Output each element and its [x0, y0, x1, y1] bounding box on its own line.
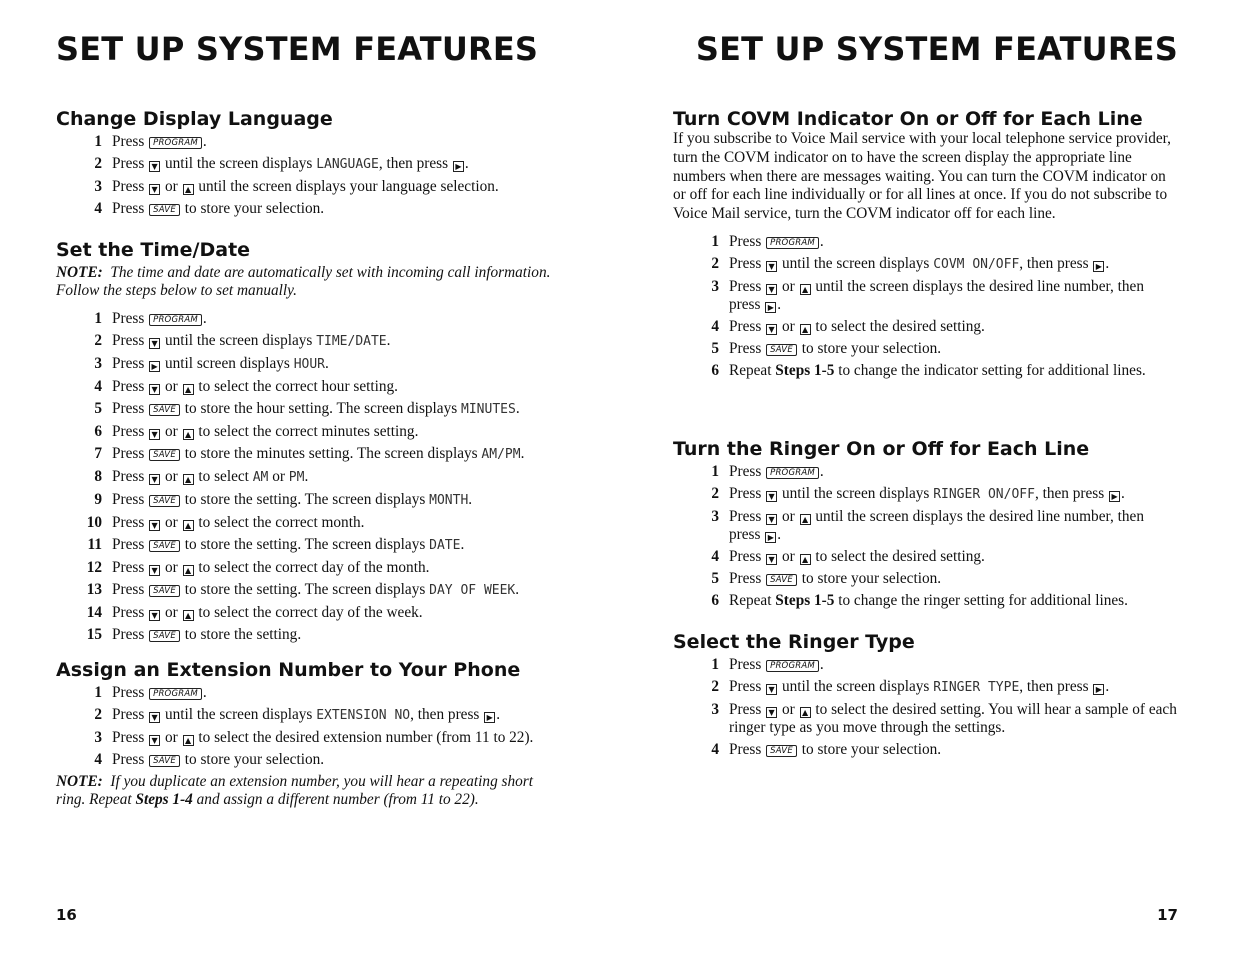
step-number: 15: [86, 626, 102, 643]
step-number: 2: [94, 706, 102, 723]
screen-display-text: EXTENSION NO: [316, 708, 411, 723]
note: [56, 264, 566, 300]
up-arrow-key-icon: ▲: [183, 184, 194, 195]
step-text: Press: [112, 310, 149, 327]
program-button-icon: PROGRAM: [149, 137, 202, 149]
step-text: to store your selection.: [797, 570, 942, 587]
step-text: Press: [729, 485, 766, 502]
step-item: [56, 751, 566, 769]
step-item: [673, 463, 1178, 481]
step-number: 2: [94, 332, 102, 349]
step-text: Press: [112, 684, 149, 701]
step-item: [673, 592, 1178, 610]
step-item: [673, 485, 1178, 504]
right-arrow-key-icon: ▶: [765, 302, 776, 313]
program-button-icon: PROGRAM: [149, 688, 202, 700]
screen-display-text: MONTH: [429, 493, 469, 508]
step-text: .: [819, 463, 824, 480]
step-number: 11: [87, 536, 102, 553]
note-bold: Steps 1-4: [135, 791, 193, 808]
step-text: Repeat: [729, 361, 776, 379]
section-ringer-on-off: [673, 438, 1178, 614]
step-text: or: [778, 277, 799, 295]
step-number: 12: [86, 559, 102, 576]
steps-list: [673, 233, 1178, 380]
up-arrow-key-icon: ▲: [183, 384, 194, 395]
step-number: 1: [711, 656, 719, 673]
step-item: [56, 378, 566, 396]
step-text: .: [515, 400, 520, 417]
right-arrow-key-icon: ▶: [1109, 491, 1120, 502]
step-item: [56, 559, 566, 577]
step-text: Press: [112, 332, 149, 349]
step-number: 5: [711, 339, 719, 357]
step-number: 1: [711, 232, 719, 250]
step-item: [56, 491, 566, 510]
section-heading: Select the Ringer Type: [673, 631, 915, 653]
step-item: [56, 684, 566, 702]
step-bold-text: Steps 1-5: [775, 361, 835, 379]
page-number: 17: [1157, 906, 1178, 924]
down-arrow-key-icon: ▼: [766, 284, 777, 295]
steps-list: [56, 684, 566, 769]
step-item: [673, 233, 1178, 251]
step-item: [56, 155, 566, 174]
down-arrow-key-icon: ▼: [149, 384, 160, 395]
down-arrow-key-icon: ▼: [766, 684, 777, 695]
step-text: .: [325, 355, 329, 372]
step-number: 6: [711, 361, 719, 379]
program-button-icon: PROGRAM: [766, 237, 819, 249]
step-text: Press: [112, 423, 149, 440]
step-number: 2: [711, 678, 719, 695]
down-arrow-key-icon: ▼: [766, 707, 777, 718]
step-item: [56, 536, 566, 555]
screen-display-text: HOUR: [293, 357, 325, 372]
step-item: [56, 729, 566, 747]
note-label: NOTE:: [56, 773, 103, 790]
step-text: Press: [112, 468, 149, 485]
step-number: 8: [94, 468, 102, 485]
step-text: .: [460, 536, 465, 553]
steps-list: [673, 463, 1178, 610]
steps-list: [56, 310, 566, 644]
step-number: 3: [711, 701, 719, 718]
step-text: or: [161, 468, 182, 485]
steps-list: [673, 656, 1178, 759]
step-text: Press: [112, 559, 149, 576]
step-text: Press: [112, 604, 149, 621]
step-text: .: [515, 581, 520, 598]
step-text: Press: [729, 339, 766, 357]
step-text: to store your selection.: [797, 339, 942, 357]
step-text: Press: [112, 626, 149, 643]
step-number: 3: [711, 508, 719, 525]
step-number: 3: [94, 355, 102, 372]
step-text: Press: [112, 514, 149, 531]
up-arrow-key-icon: ▲: [183, 735, 194, 746]
step-text: to change the ringer setting for additional lines.: [834, 592, 1128, 609]
step-number: 4: [711, 548, 719, 565]
step-text: until screen displays: [161, 355, 294, 372]
section-covm-indicator: [673, 108, 1178, 384]
save-button-icon: SAVE: [149, 755, 180, 767]
program-button-icon: PROGRAM: [766, 467, 819, 479]
step-text: to store the minutes setting. The screen displays: [180, 445, 482, 462]
step-text: or: [778, 317, 799, 335]
screen-display-text: DATE: [429, 538, 461, 553]
step-text: to store the setting.: [180, 626, 302, 643]
step-item: [56, 581, 566, 600]
step-text: .: [777, 295, 782, 313]
step-text: until the screen displays the desired line number, then press: [729, 508, 1144, 543]
step-text: Press: [112, 355, 149, 372]
step-item: [673, 741, 1178, 759]
up-arrow-key-icon: ▲: [183, 429, 194, 440]
step-number: 2: [711, 254, 719, 272]
save-button-icon: SAVE: [149, 585, 180, 597]
step-text: to store the setting. The screen displays: [180, 491, 430, 508]
step-item: [673, 318, 1178, 336]
step-text: Press: [112, 400, 149, 417]
step-text: .: [202, 684, 207, 701]
screen-display-text: LANGUAGE: [316, 157, 379, 172]
down-arrow-key-icon: ▼: [766, 514, 777, 525]
step-number: 2: [94, 155, 102, 172]
up-arrow-key-icon: ▲: [800, 707, 811, 718]
step-item: [56, 178, 566, 196]
program-button-icon: PROGRAM: [149, 314, 202, 326]
down-arrow-key-icon: ▼: [766, 324, 777, 335]
note-text: If you duplicate an extension number, you will hear a repeating short ring. Repeat: [56, 773, 533, 808]
step-item: [56, 423, 566, 441]
step-text: Press: [112, 445, 149, 462]
step-text: Press: [112, 491, 149, 508]
step-text: Press: [729, 232, 766, 250]
step-text: to select the correct minutes setting.: [194, 423, 419, 440]
step-text: .: [1105, 678, 1110, 695]
step-text: .: [202, 133, 207, 150]
save-button-icon: SAVE: [149, 404, 180, 416]
step-item: [56, 514, 566, 532]
intro-paragraph: If you subscribe to Voice Mail service with your local telephone service provider, turn the COVM indicator on to have the screen display the appropriate line numbers when there are messages waiting. You can turn the COVM indicator on or off for each line individually or for all lines at once. If you do not subscribe to Voice Mail service, turn the COVM indicator off for each line.: [673, 130, 1171, 223]
step-text: to select the desired setting. You will hear a sample of each ringer type as you move through the settings.: [729, 701, 1177, 736]
section-heading: Set the Time/Date: [56, 239, 251, 261]
screen-display-text: MINUTES: [461, 402, 516, 417]
screen-display-text: RINGER ON/OFF: [933, 487, 1035, 502]
down-arrow-key-icon: ▼: [149, 520, 160, 531]
save-button-icon: SAVE: [149, 630, 180, 642]
up-arrow-key-icon: ▲: [183, 610, 194, 621]
step-text: or: [161, 559, 182, 576]
step-text: Press: [729, 701, 766, 718]
step-text: until the screen displays: [778, 678, 934, 695]
note: [56, 773, 566, 809]
step-text: Press: [729, 463, 766, 480]
step-text: Press: [112, 729, 149, 746]
step-number: 4: [94, 200, 102, 217]
step-number: 5: [94, 400, 102, 417]
step-text: or: [778, 701, 799, 718]
step-text: to select the correct day of the week.: [194, 604, 423, 621]
step-item: [56, 133, 566, 151]
step-text: or: [161, 604, 182, 621]
screen-display-text: PM: [288, 470, 305, 485]
step-text: or: [161, 378, 182, 395]
screen-display-text: AM: [252, 470, 269, 485]
up-arrow-key-icon: ▲: [800, 324, 811, 335]
step-text: or: [778, 548, 799, 565]
page-title: SET UP SYSTEM FEATURES: [56, 30, 539, 68]
step-item: [56, 310, 566, 328]
step-text: until the screen displays your language selection.: [194, 178, 499, 195]
down-arrow-key-icon: ▼: [149, 610, 160, 621]
step-item: [673, 548, 1178, 566]
step-item: [56, 706, 566, 725]
step-number: 6: [94, 423, 102, 440]
step-text: to select the correct month.: [194, 514, 365, 531]
step-text: or: [161, 178, 182, 195]
step-text: Repeat: [729, 592, 776, 609]
section-heading: Assign an Extension Number to Your Phone: [56, 659, 521, 681]
step-text: .: [1105, 254, 1110, 272]
screen-display-text: DAY OF WEEK: [429, 583, 516, 598]
step-number: 3: [711, 277, 719, 295]
step-text: to select the desired extension number (from 11 to 22).: [194, 729, 534, 746]
step-text: to store your selection.: [180, 751, 325, 768]
step-number: 13: [86, 581, 102, 598]
right-arrow-key-icon: ▶: [1093, 261, 1104, 272]
down-arrow-key-icon: ▼: [149, 474, 160, 485]
step-text: Press: [729, 741, 766, 758]
step-text: or: [778, 508, 799, 525]
program-button-icon: PROGRAM: [766, 660, 819, 672]
up-arrow-key-icon: ▲: [800, 554, 811, 565]
save-button-icon: SAVE: [149, 495, 180, 507]
step-text: .: [202, 310, 207, 327]
step-text: .: [520, 445, 525, 462]
step-item: [56, 604, 566, 622]
save-button-icon: SAVE: [766, 344, 797, 356]
step-text: to store your selection.: [797, 741, 942, 758]
step-text: Press: [112, 200, 149, 217]
step-text: , then press: [410, 706, 484, 723]
down-arrow-key-icon: ▼: [766, 554, 777, 565]
step-text: Press: [112, 133, 149, 150]
step-item: [673, 362, 1178, 380]
step-number: 1: [94, 684, 102, 701]
step-text: until the screen displays: [161, 706, 317, 723]
step-text: to change the indicator setting for additional lines.: [834, 361, 1146, 379]
step-text: .: [464, 155, 469, 172]
step-text: until the screen displays: [778, 254, 934, 272]
step-text: to store your selection.: [180, 200, 325, 217]
left-page: [56, 0, 566, 954]
step-number: 1: [94, 133, 102, 150]
step-text: until the screen displays: [161, 155, 317, 172]
step-number: 5: [711, 570, 719, 587]
page-title: SET UP SYSTEM FEATURES: [695, 30, 1178, 68]
right-page: [673, 0, 1178, 954]
step-number: 9: [94, 491, 102, 508]
step-number: 1: [94, 310, 102, 327]
save-button-icon: SAVE: [149, 449, 180, 461]
step-text: to select the correct day of the month.: [194, 559, 430, 576]
step-text: .: [1121, 485, 1125, 502]
step-text: .: [819, 232, 824, 250]
step-text: to store the setting. The screen displays: [180, 536, 430, 553]
down-arrow-key-icon: ▼: [149, 184, 160, 195]
step-text: .: [496, 706, 501, 723]
screen-display-text: AM/PM: [481, 447, 521, 462]
step-text: , then press: [378, 155, 452, 172]
step-item: [56, 445, 566, 464]
step-text: , then press: [1034, 485, 1109, 502]
down-arrow-key-icon: ▼: [149, 161, 160, 172]
save-button-icon: SAVE: [766, 574, 797, 586]
step-text: , then press: [1019, 678, 1093, 695]
step-text: Press: [112, 536, 149, 553]
step-text: to store the setting. The screen displays: [180, 581, 430, 598]
step-text: .: [468, 491, 473, 508]
step-number: 4: [94, 378, 102, 395]
step-number: 6: [711, 592, 719, 609]
step-text: to select the desired setting.: [811, 317, 985, 335]
step-text: to select: [194, 468, 253, 485]
step-number: 4: [711, 741, 719, 758]
section-change-display-language: [56, 108, 566, 222]
step-number: 1: [711, 463, 719, 480]
right-arrow-key-icon: ▶: [765, 532, 776, 543]
right-arrow-key-icon: ▶: [149, 361, 160, 372]
up-arrow-key-icon: ▲: [183, 474, 194, 485]
up-arrow-key-icon: ▲: [183, 520, 194, 531]
step-item: [56, 626, 566, 644]
down-arrow-key-icon: ▼: [149, 338, 160, 349]
step-item: [673, 340, 1178, 358]
down-arrow-key-icon: ▼: [149, 429, 160, 440]
step-text: or: [161, 423, 182, 440]
step-item: [673, 570, 1178, 588]
step-number: 7: [94, 445, 102, 462]
step-bold-text: Steps 1-5: [775, 592, 835, 609]
step-text: to select the desired setting.: [811, 548, 985, 565]
step-item: [673, 701, 1178, 737]
step-item: [673, 255, 1178, 274]
step-text: or: [161, 514, 182, 531]
step-item: [56, 355, 566, 374]
down-arrow-key-icon: ▼: [149, 735, 160, 746]
down-arrow-key-icon: ▼: [149, 712, 160, 723]
step-item: [673, 678, 1178, 697]
step-item: [673, 656, 1178, 674]
section-assign-extension: [56, 659, 566, 809]
step-text: to select the correct hour setting.: [194, 378, 398, 395]
up-arrow-key-icon: ▲: [800, 514, 811, 525]
step-text: Press: [112, 581, 149, 598]
section-heading: Turn the Ringer On or Off for Each Line: [673, 438, 1090, 460]
step-number: 14: [86, 604, 102, 621]
step-number: 10: [86, 514, 102, 531]
step-text: Press: [729, 254, 766, 272]
step-text: or: [161, 729, 182, 746]
step-text: until the screen displays the desired line number, then press: [729, 277, 1144, 313]
step-text: Press: [729, 656, 766, 673]
step-text: Press: [729, 678, 766, 695]
step-text: Press: [112, 178, 149, 195]
save-button-icon: SAVE: [149, 204, 180, 216]
step-text: Press: [729, 277, 766, 295]
step-text: , then press: [1019, 254, 1093, 272]
down-arrow-key-icon: ▼: [149, 565, 160, 576]
step-text: Press: [729, 317, 766, 335]
save-button-icon: SAVE: [149, 540, 180, 552]
screen-display-text: TIME/DATE: [316, 334, 387, 349]
step-item: [56, 400, 566, 419]
right-arrow-key-icon: ▶: [453, 161, 464, 172]
step-text: Press: [112, 751, 149, 768]
section-heading: Turn COVM Indicator On or Off for Each Line: [673, 108, 1143, 130]
step-text: to store the hour setting. The screen displays: [180, 400, 462, 417]
step-text: .: [386, 332, 391, 349]
step-text: Press: [729, 548, 766, 565]
step-text: until the screen displays: [778, 485, 934, 502]
up-arrow-key-icon: ▲: [800, 284, 811, 295]
step-number: 4: [711, 317, 719, 335]
screen-display-text: RINGER TYPE: [933, 680, 1020, 695]
page-number: 16: [56, 906, 77, 924]
step-number: 3: [94, 729, 102, 746]
step-item: [56, 332, 566, 351]
note-text: and assign a different number (from 11 to 22).: [196, 791, 479, 808]
step-text: or: [268, 468, 289, 485]
step-text: until the screen displays: [161, 332, 317, 349]
step-text: Press: [729, 570, 766, 587]
right-arrow-key-icon: ▶: [484, 712, 495, 723]
step-item: [673, 508, 1178, 544]
step-text: Press: [729, 508, 766, 525]
step-text: Press: [112, 378, 149, 395]
step-text: Press: [112, 706, 149, 723]
note-text: The time and date are automatically set with incoming call information. Follow the steps below to set manually.: [56, 264, 551, 299]
step-number: 4: [94, 751, 102, 768]
step-item: [673, 278, 1178, 314]
note-label: NOTE:: [56, 264, 103, 281]
step-text: .: [304, 468, 309, 485]
section-set-time-date: [56, 239, 566, 648]
step-text: .: [777, 526, 782, 543]
step-number: 3: [94, 178, 102, 195]
section-heading: Change Display Language: [56, 108, 333, 130]
section-ringer-type: [673, 631, 1178, 763]
up-arrow-key-icon: ▲: [183, 565, 194, 576]
right-arrow-key-icon: ▶: [1093, 684, 1104, 695]
save-button-icon: SAVE: [766, 745, 797, 757]
step-text: Press: [112, 155, 149, 172]
step-number: 2: [711, 485, 719, 502]
step-item: [56, 200, 566, 218]
steps-list: [56, 133, 566, 218]
down-arrow-key-icon: ▼: [766, 491, 777, 502]
down-arrow-key-icon: ▼: [766, 261, 777, 272]
screen-display-text: COVM ON/OFF: [933, 256, 1020, 272]
step-item: [56, 468, 566, 487]
step-text: .: [819, 656, 824, 673]
